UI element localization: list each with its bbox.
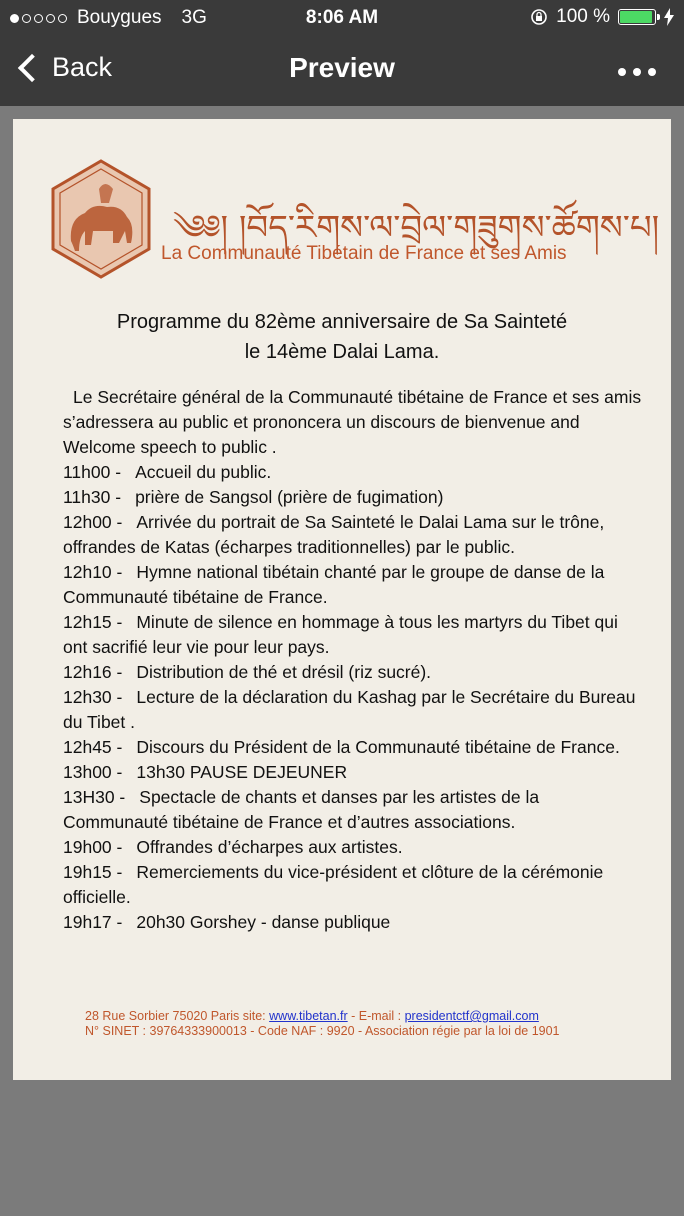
schedule-text: Accueil du public.	[135, 462, 272, 482]
schedule-time: 19h15 -	[63, 862, 123, 882]
schedule-time: 12h10 -	[63, 562, 123, 582]
schedule-item	[63, 560, 643, 610]
footer-site-link[interactable]: www.tibetan.fr	[269, 1009, 348, 1023]
schedule-item	[63, 660, 643, 685]
schedule-time: 19h17 -	[63, 912, 123, 932]
status-bar	[0, 0, 684, 36]
schedule-item	[63, 835, 643, 860]
schedule-text: Minute de silence en hommage à tous les martyrs du Tibet qui ont sacrifié leur vie pour leur pays.	[63, 612, 618, 657]
schedule-text: Remerciements du vice-président et clôture de la cérémonie officielle.	[63, 862, 604, 907]
schedule-item	[63, 685, 643, 735]
schedule-time: 12h45 -	[63, 737, 123, 757]
schedule-item	[63, 785, 643, 835]
back-label: Back	[52, 52, 113, 82]
schedule-item	[63, 860, 643, 910]
elephant-logo-icon	[49, 159, 153, 279]
organization-name: La Communauté Tibétain de France et ses Amis	[161, 243, 567, 264]
schedule-item	[63, 460, 643, 485]
schedule-time: 13h00 -	[63, 762, 123, 782]
schedule-list	[63, 460, 643, 935]
schedule-time: 12h30 -	[63, 687, 123, 707]
schedule-time: 11h30 -	[63, 487, 122, 507]
footer-address: 28 Rue Sorbier 75020 Paris site:	[85, 1009, 270, 1023]
schedule-item	[63, 735, 643, 760]
schedule-time: 12h16 -	[63, 662, 123, 682]
tibetan-title: ༄༅། །བོད་རིགས་ལ་བྲེལ་གཟུགས་ཚོགས་པ།	[173, 208, 660, 248]
nav-title: Preview	[289, 52, 395, 83]
schedule-time: 12h15 -	[63, 612, 123, 632]
footer-email-label: - E-mail :	[347, 1009, 405, 1023]
footer-line-1	[85, 1009, 560, 1024]
schedule-item	[63, 760, 643, 785]
schedule-time: 13H30 -	[63, 787, 126, 807]
schedule-text: Distribution de thé et drésil (riz sucré).	[136, 662, 432, 682]
battery-icon	[618, 9, 656, 25]
heading-line-1: Programme du 82ème anniversaire de Sa Sainteté	[116, 311, 568, 333]
heading-line-2: le 14ème Dalai Lama.	[244, 341, 440, 363]
schedule-text: Lecture de la déclaration du Kashag par le Secrétaire du Bureau du Tibet .	[63, 687, 636, 732]
more-dots-icon[interactable]	[618, 68, 656, 76]
charging-bolt-icon	[664, 8, 674, 26]
schedule-text: Discours du Président de la Communauté tibétaine de France.	[136, 737, 620, 757]
program-body	[63, 385, 643, 935]
schedule-item	[63, 510, 643, 560]
schedule-text: 20h30 Gorshey - danse publique	[136, 912, 391, 932]
carrier-label: Bouygues	[77, 7, 162, 28]
schedule-text: Spectacle de chants et danses par les artistes de la Communauté tibétaine de France et d’autres associations.	[63, 787, 540, 832]
footer-email-link[interactable]: presidentctf@gmail.com	[404, 1009, 539, 1023]
document-footer	[85, 1009, 560, 1039]
schedule-text: 13h30 PAUSE DEJEUNER	[136, 762, 348, 782]
schedule-time: 19h00 -	[63, 837, 123, 857]
nav-bar	[0, 36, 684, 106]
schedule-text: Hymne national tibétain chanté par le groupe de danse de la Communauté tibétaine de France.	[63, 562, 605, 607]
network-label: 3G	[181, 7, 207, 28]
schedule-item	[63, 610, 643, 660]
schedule-item	[63, 485, 643, 510]
schedule-text: Offrandes d’écharpes aux artistes.	[136, 837, 403, 857]
schedule-time: 12h00 -	[63, 512, 123, 532]
intro-text: Le Secrétaire général de la Communauté tibétaine de France et ses amis s’adressera au public et prononcera un discours de bienvenue and Welcome speech to public .	[63, 387, 642, 457]
battery-percent: 100 %	[556, 6, 610, 27]
footer-line-2: N° SINET : 39764333900013 - Code NAF : 9920 - Association régie par la loi de 1901	[85, 1024, 560, 1038]
document-preview[interactable]	[13, 119, 671, 1080]
schedule-time: 11h00 -	[63, 462, 122, 482]
schedule-text: Arrivée du portrait de Sa Sainteté le Dalai Lama sur le trône, offrandes de Katas (écharpes traditionnelles) par le public.	[63, 512, 605, 557]
schedule-text: prière de Sangsol (prière de fugimation)	[135, 487, 444, 507]
lock-rotation-icon	[530, 8, 548, 26]
status-right	[530, 6, 674, 28]
schedule-item	[63, 910, 643, 935]
program-heading	[13, 307, 671, 367]
status-time: 8:06 AM	[305, 7, 379, 28]
